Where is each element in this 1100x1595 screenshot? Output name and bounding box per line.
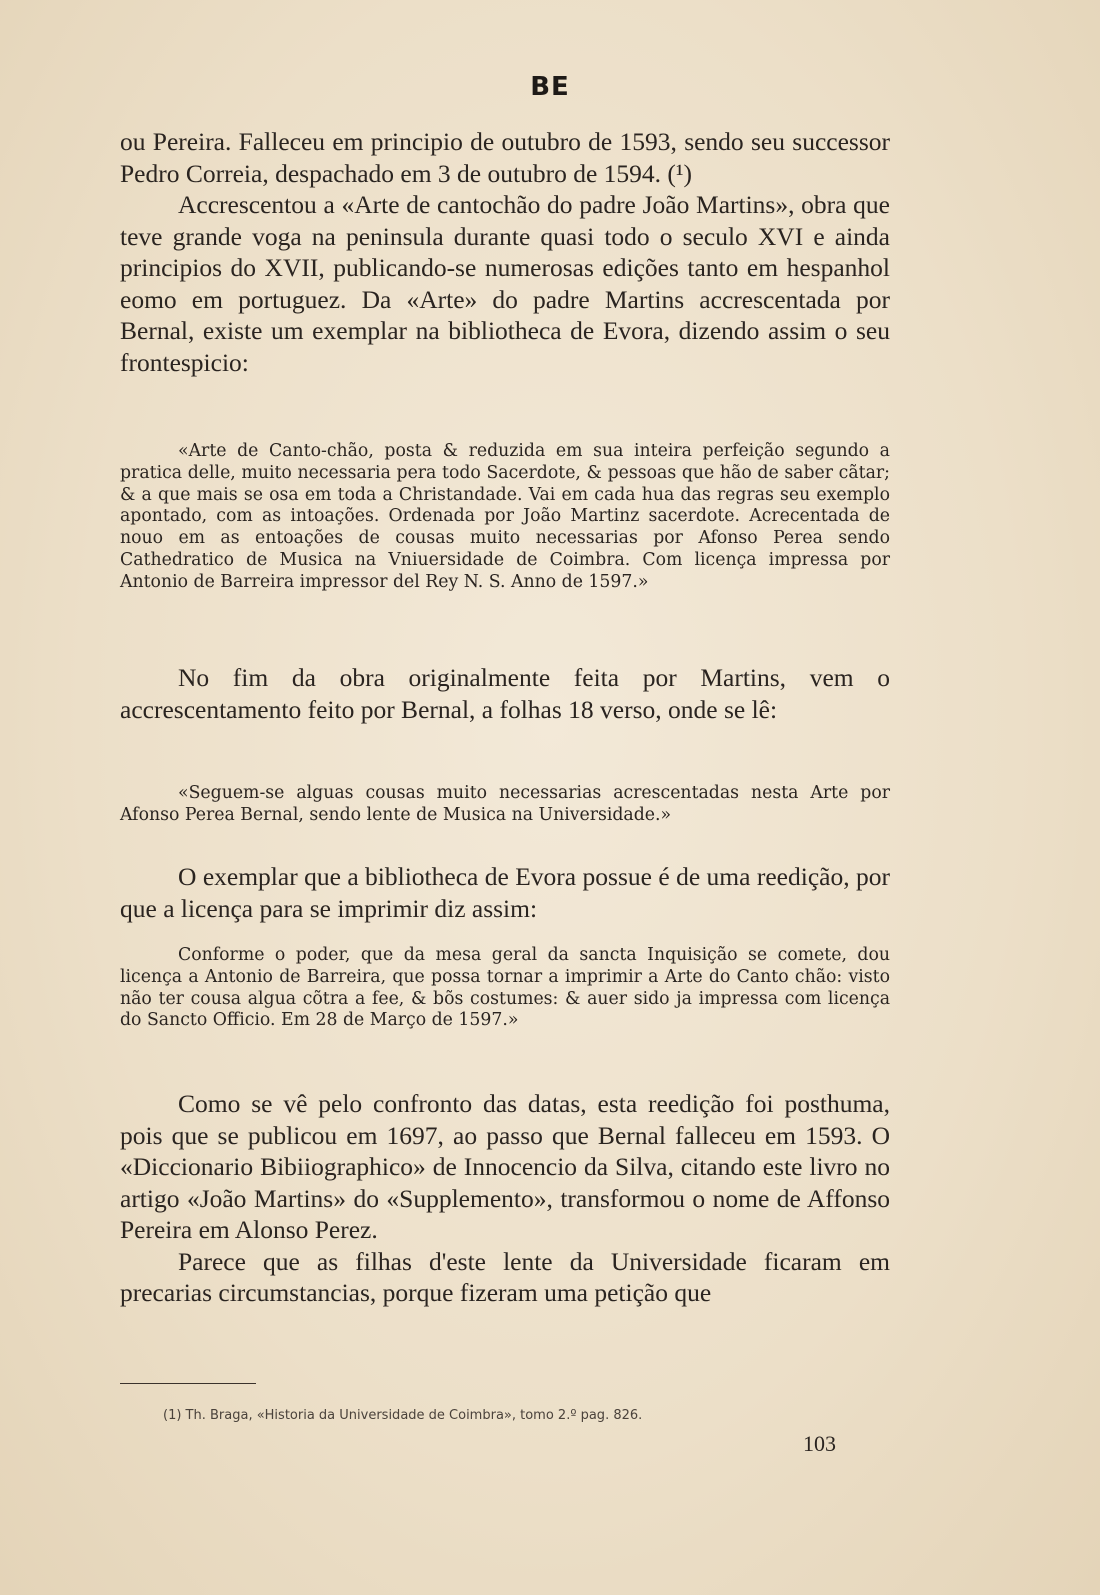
paragraph-arte-description: Accrescentou a «Arte de cantochão do padre João Martins», obra que teve grande voga na peninsula durante quasi todo o seculo XVI e ainda principios do XVII, publicando-se numerosas edições tanto em hespanhol eomo em portuguez. Da «Arte» do padre Martins accrescentada por Bernal, existe um exemplar na bibliotheca de Evora, dizendo assim o seu frontespicio: <box>120 190 890 377</box>
paragraph-continuation: ou Pereira. Falleceu em principio de outubro de 1593, sendo seu successor Pedro Correia, despachado em 3 de outubro de 1594. (¹) <box>120 127 890 188</box>
paragraph-reedicao: O exemplar que a bibliotheca de Evora possue é de uma reedição, por que a licença para se imprimir diz assim: <box>120 862 890 923</box>
quote-frontispiece-text: «Arte de Canto-chão, posta & reduzida em sua inteira perfeição segundo a pratica delle, muito necessaria pera todo Sacerdote, & pessoas que hão de saber cãtar; & a que mais se osa em toda a Christandade. Vai em cada hua das regras seu exemplo apontado, com as intoações. Ordenada por João Martinz sacerdote. Acrecentada de nouo em as entoações de cousas muito necessarias por Afonso Perea sendo Cathedratico de Musica na Vniuersidade de Coimbra. Com licença impressa por Antonio de Barreira impressor del Rey N. S. Anno de 1597.» <box>120 441 890 592</box>
paragraph-confronto-datas: Como se vê pelo confronto das datas, esta reedição foi posthuma, pois que se publicou em 1697, ao passo que Bernal falleceu em 1593. O «Diccionario Bibiiographico» de Innocencio da Silva, citando este livro no artigo «João Martins» do «Supplemento», transformou o nome de Affonso Pereira em Alonso Perez. <box>120 1089 890 1244</box>
footnote-divider <box>120 1383 256 1384</box>
quote-frontispiece <box>120 441 890 594</box>
body-block-4 <box>120 1088 890 1309</box>
body-block-1 <box>120 126 890 378</box>
footnote: (1) Th. Braga, «Historia da Universidade de Coimbra», tomo 2.º pag. 826. <box>163 1408 643 1423</box>
quote-licenca <box>120 945 890 1032</box>
paragraph-filhas: Parece que as filhas d'este lente da Universidade ficaram em precarias circumstancias, porque fizeram uma petição que <box>120 1246 890 1307</box>
quote-seguem-se-text: «Seguem-se alguas cousas muito necessarias acrescentadas nesta Arte por Afonso Perea Bernal, sendo lente de Musica na Universidade.» <box>120 783 890 825</box>
quote-licenca-text: Conforme o poder, que da mesa geral da sancta Inquisição se comete, dou licença a Antonio de Barreira, que possa tornar a imprimir a Arte do Canto chão: visto não ter cousa algua cõtra a fee, & bõs costumes: & auer sido ja impressa com licença do Sancto Officio. Em 28 de Março de 1597.» <box>120 945 890 1031</box>
running-header: BE <box>530 72 570 102</box>
quote-seguem-se <box>120 783 890 827</box>
body-block-2 <box>120 662 890 725</box>
paragraph-accrescentamento: No fim da obra originalmente feita por Martins, vem o accrescentamento feito por Bernal, a folhas 18 verso, onde se lê: <box>120 663 890 724</box>
body-block-3 <box>120 861 890 924</box>
page-number: 103 <box>803 1431 836 1456</box>
